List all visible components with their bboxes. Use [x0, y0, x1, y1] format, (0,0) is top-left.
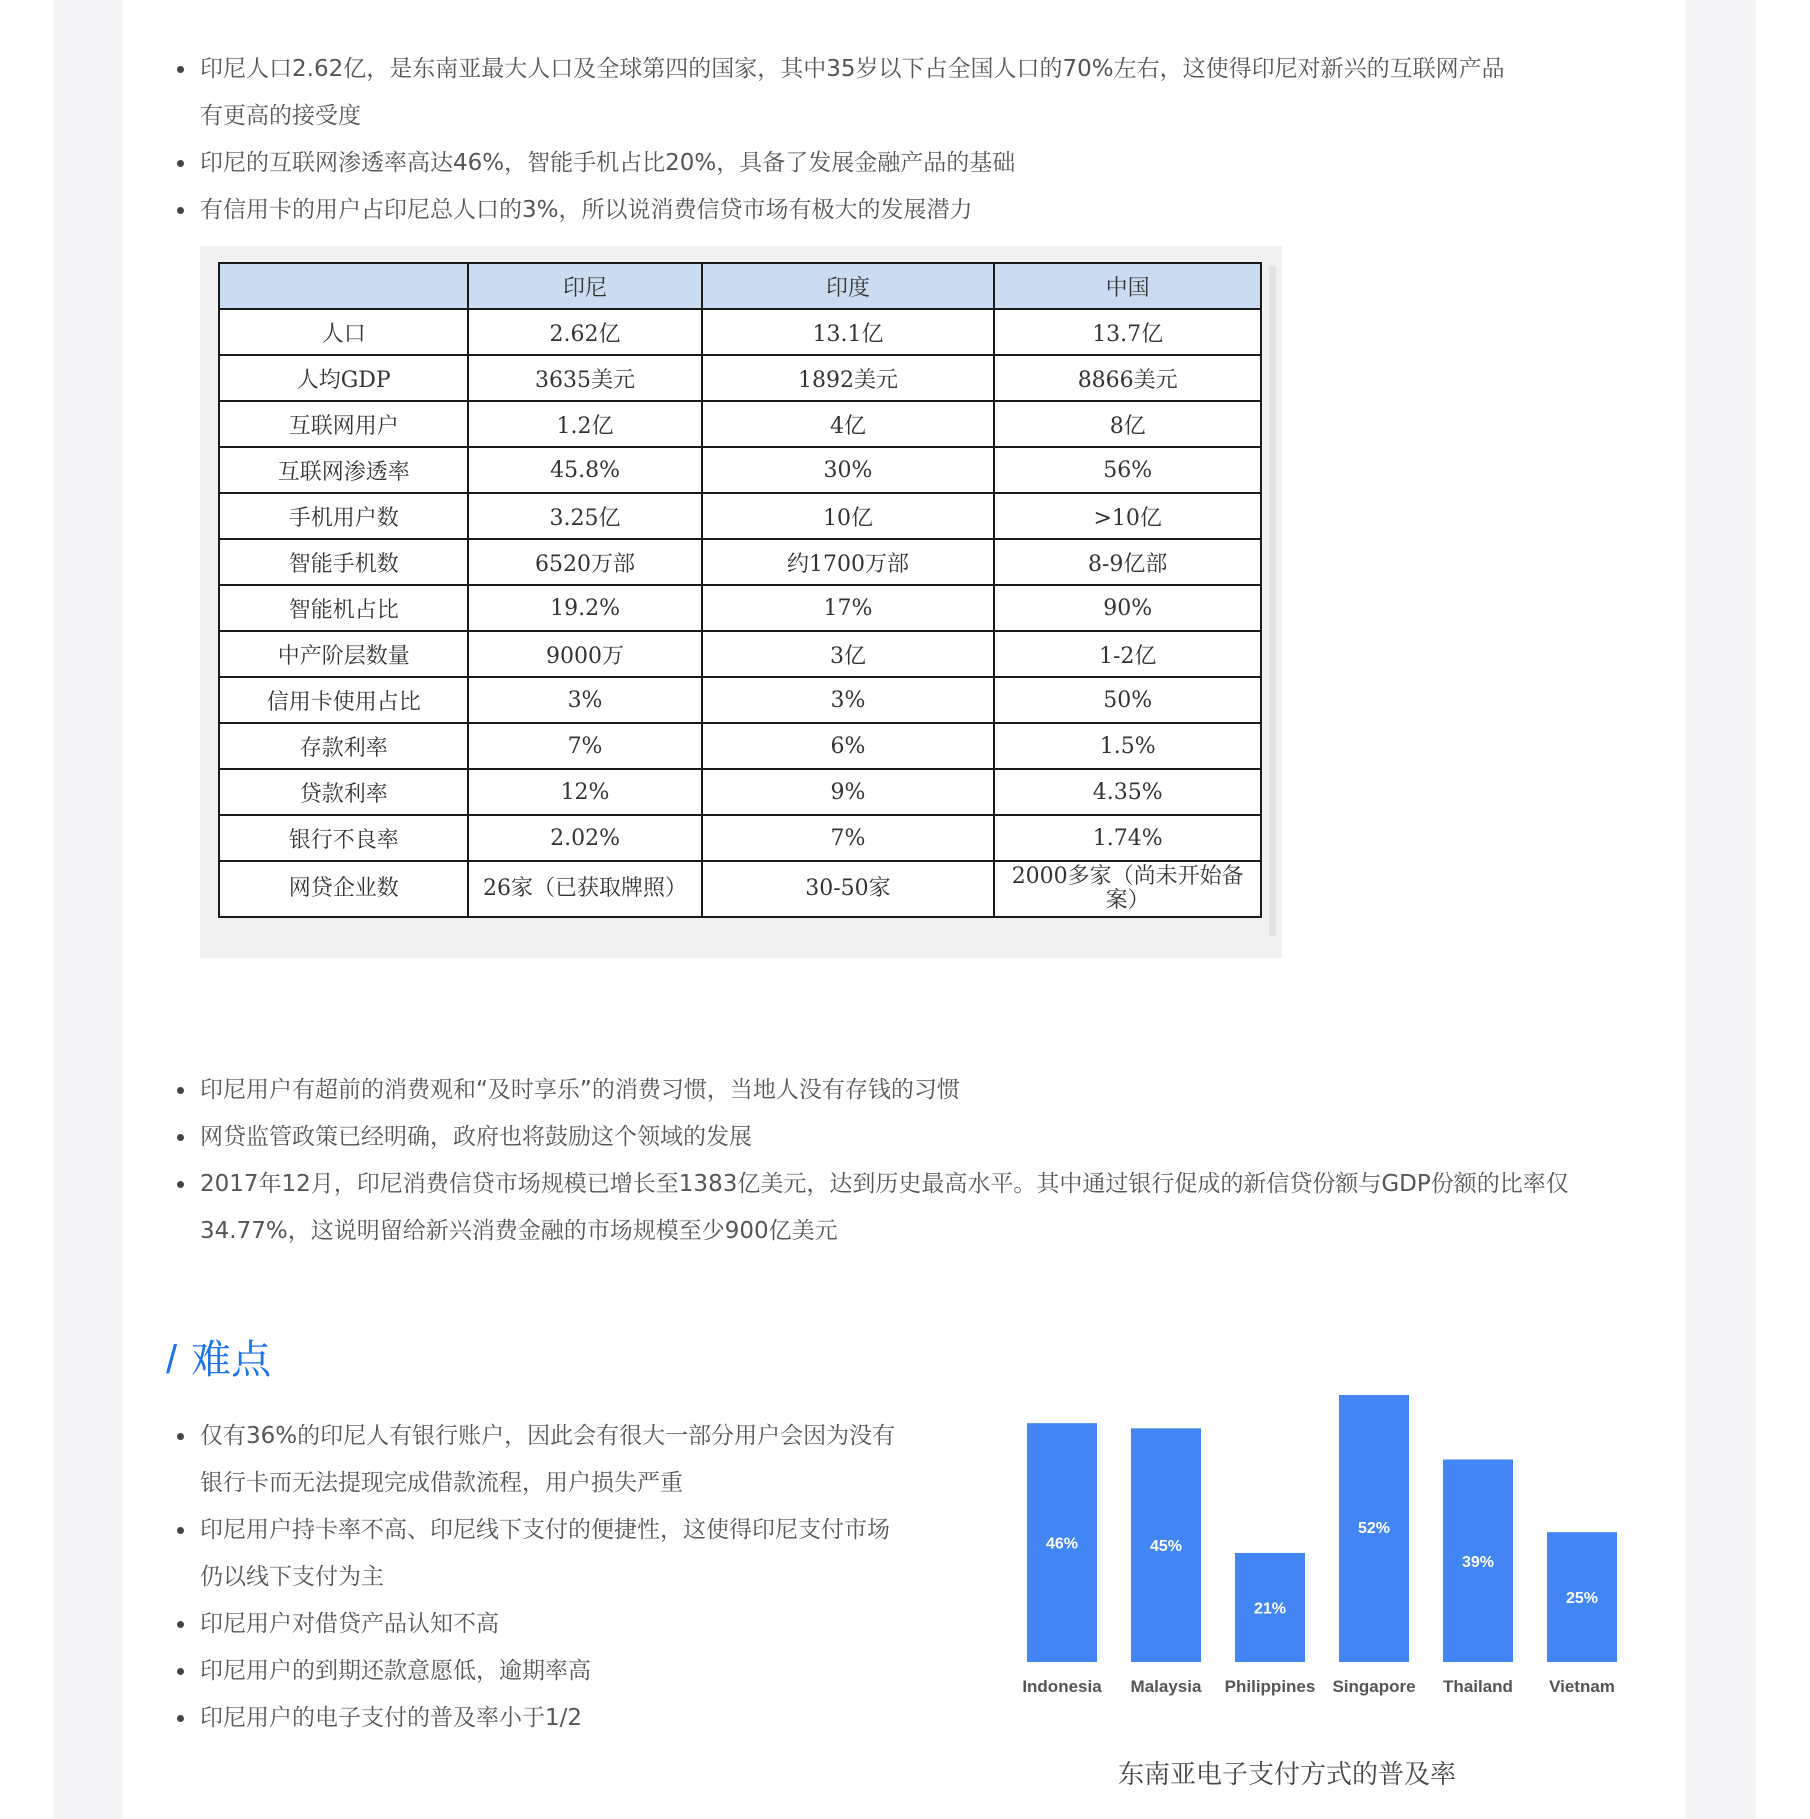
table-cell: 7% — [702, 815, 995, 861]
table-cell: 1.2亿 — [468, 401, 701, 447]
table-row — [219, 401, 1261, 447]
list-item: 2017年12月，印尼消费信贷市场规模已增长至1383亿美元，达到历史最高水平。其中通过银行促成的新信贷份额与GDP份额的比率仅34.77%，这说明留给新兴消费金融的市场规模至少900亿美元 — [176, 1161, 1576, 1255]
table-row-label: 人均GDP — [219, 355, 468, 401]
table-cell: 3% — [702, 677, 995, 723]
table-cell: 10亿 — [702, 493, 995, 539]
image-edge — [1269, 266, 1276, 936]
section-heading — [166, 1328, 271, 1385]
table-cell: 8-9亿部 — [994, 539, 1261, 585]
table-row-label: 智能机占比 — [219, 585, 468, 631]
table-cell: 56% — [994, 447, 1261, 493]
table-cell: 1892美元 — [702, 355, 995, 401]
list-item: 仅有36%的印尼人有银行账户，因此会有很大一部分用户会因为没有银行卡而无法提现完成借款流程，用户损失严重 — [176, 1413, 906, 1507]
table-row — [219, 861, 1261, 917]
table-row-label: 贷款利率 — [219, 769, 468, 815]
table-cell: 9000万 — [468, 631, 701, 677]
table-cell: 30-50家 — [702, 861, 995, 917]
table-row — [219, 769, 1261, 815]
table-cell: 约1700万部 — [702, 539, 995, 585]
table-cell: 45.8% — [468, 447, 701, 493]
table-row — [219, 447, 1261, 493]
list-item: 印尼用户持卡率不高、印尼线下支付的便捷性，这使得印尼支付市场仍以线下支付为主 — [176, 1507, 906, 1601]
table-cell: 3635美元 — [468, 355, 701, 401]
table-row — [219, 677, 1261, 723]
table-row-label: 信用卡使用占比 — [219, 677, 468, 723]
table-cell: 30% — [702, 447, 995, 493]
table-cell: 13.1亿 — [702, 309, 995, 355]
list-item: 印尼用户的到期还款意愿低，逾期率高 — [176, 1648, 906, 1695]
table-cell: 7% — [468, 723, 701, 769]
table-row — [219, 723, 1261, 769]
table-cell: 17% — [702, 585, 995, 631]
table-header-cell: 中国 — [994, 263, 1261, 309]
table-cell: 3.25亿 — [468, 493, 701, 539]
comparison-table-image — [200, 246, 1282, 958]
table-cell: 8866美元 — [994, 355, 1261, 401]
table-cell: 4.35% — [994, 769, 1261, 815]
list-item: 印尼用户有超前的消费观和“及时享乐”的消费习惯，当地人没有存钱的习惯 — [176, 1067, 1576, 1114]
table-header-cell — [219, 263, 468, 309]
difficulty-bullet-list — [176, 1413, 906, 1742]
table-cell: 19.2% — [468, 585, 701, 631]
table-row-label: 智能手机数 — [219, 539, 468, 585]
list-item: 印尼人口2.62亿，是东南亚最大人口及全球第四的国家，其中35岁以下占全国人口的70%左右，这使得印尼对新兴的互联网产品有更高的接受度 — [176, 46, 1526, 140]
chart-caption: 东南亚电子支付方式的普及率 — [1118, 1760, 1457, 1790]
table-row-label: 存款利率 — [219, 723, 468, 769]
list-item: 印尼的互联网渗透率高达46%，智能手机占比20%，具备了发展金融产品的基础 — [176, 140, 1526, 187]
table-cell: 50% — [994, 677, 1261, 723]
table-row-label: 网贷企业数 — [219, 861, 468, 917]
bar-value-label: 45% — [1149, 1538, 1183, 1556]
intro-bullet-list — [176, 46, 1526, 234]
table-cell: 8亿 — [994, 401, 1261, 447]
table-cell: >10亿 — [994, 493, 1261, 539]
bar-value-label: 52% — [1357, 1520, 1391, 1537]
table-row-label: 互联网渗透率 — [219, 447, 468, 493]
table-row — [219, 355, 1261, 401]
table-row — [219, 493, 1261, 539]
table-row-label: 人口 — [219, 309, 468, 355]
table-row — [219, 815, 1261, 861]
table-row-label: 中产阶层数量 — [219, 631, 468, 677]
table-row — [219, 585, 1261, 631]
table-cell: 2000多家（尚未开始备案） — [994, 861, 1261, 917]
table-header-cell: 印度 — [702, 263, 995, 309]
table-cell: 1.5% — [994, 723, 1261, 769]
table-row-label: 银行不良率 — [219, 815, 468, 861]
table-header-cell: 印尼 — [468, 263, 701, 309]
bar-value-label: 21% — [1253, 1600, 1287, 1618]
table-cell: 3亿 — [702, 631, 995, 677]
bar-chart-svg — [1015, 1395, 1625, 1715]
market-bullet-list — [176, 1067, 1576, 1255]
table-cell: 90% — [994, 585, 1261, 631]
bar-value-label: 46% — [1045, 1535, 1079, 1553]
table-cell: 6% — [702, 723, 995, 769]
table-cell: 13.7亿 — [994, 309, 1261, 355]
category-label: Singapore — [1332, 1677, 1416, 1696]
table-row — [219, 539, 1261, 585]
table-cell: 6520万部 — [468, 539, 701, 585]
category-label: Malaysia — [1130, 1677, 1202, 1696]
table-cell: 2.02% — [468, 815, 701, 861]
bar-value-label: 39% — [1461, 1553, 1495, 1571]
table-cell: 9% — [702, 769, 995, 815]
table-cell: 4亿 — [702, 401, 995, 447]
table-row — [219, 309, 1261, 355]
epayment-bar-chart — [1015, 1395, 1625, 1715]
heading-text: 难点 — [191, 1338, 272, 1382]
table-row — [219, 631, 1261, 677]
table-header-row — [219, 263, 1261, 309]
list-item: 有信用卡的用户占印尼总人口的3%，所以说消费信贷市场有极大的发展潜力 — [176, 187, 1526, 234]
table-cell: 12% — [468, 769, 701, 815]
category-label: Indonesia — [1022, 1677, 1102, 1696]
table-row-label: 手机用户数 — [219, 493, 468, 539]
list-item: 网贷监管政策已经明确，政府也将鼓励这个领域的发展 — [176, 1114, 1576, 1161]
comparison-table — [218, 262, 1262, 918]
category-label: Thailand — [1443, 1677, 1513, 1696]
table-cell: 26家（已获取牌照） — [468, 861, 701, 917]
heading-slash: / — [166, 1338, 178, 1382]
category-label: Philippines — [1224, 1677, 1316, 1696]
table-cell: 3% — [468, 677, 701, 723]
category-label: Vietnam — [1549, 1677, 1615, 1696]
list-item: 印尼用户对借贷产品认知不高 — [176, 1601, 906, 1648]
bar-value-label: 25% — [1565, 1590, 1599, 1608]
table-row-label: 互联网用户 — [219, 401, 468, 447]
table-cell: 2.62亿 — [468, 309, 701, 355]
table-cell: 1.74% — [994, 815, 1261, 861]
list-item: 印尼用户的电子支付的普及率小于1/2 — [176, 1695, 906, 1742]
table-cell: 1-2亿 — [994, 631, 1261, 677]
